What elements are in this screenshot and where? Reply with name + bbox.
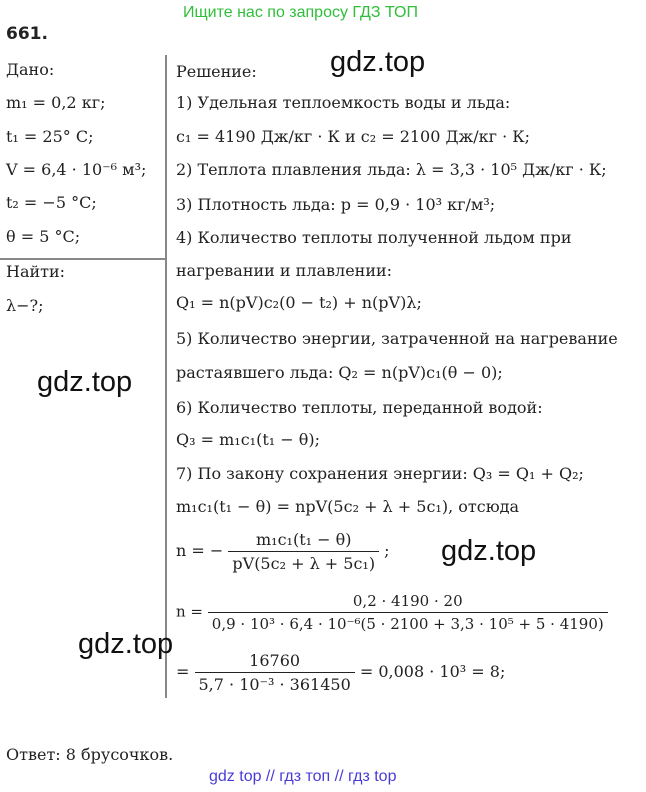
solution-line-10: 6) Количество теплоты, переданной водой:	[176, 398, 543, 417]
given-temp2: t₂ = −5 °C;	[6, 193, 97, 212]
watermark: gdz.top	[37, 366, 133, 398]
formula-n-fraction	[228, 530, 379, 573]
given-label: Дано:	[6, 60, 55, 79]
solution-line-1: 1) Удельная теплоемкость воды и льда:	[176, 93, 511, 112]
top-banner: Ищите нас по запросу ГДЗ ТОП	[183, 4, 418, 21]
solution-line-4: 3) Плотность льда: p = 0,9 · 10³ кг/м³;	[176, 195, 496, 214]
solution-line-11: Q₃ = m₁c₁(t₁ − θ);	[176, 430, 320, 449]
footer-links: gdz top // гдз топ // гдз top	[209, 768, 397, 785]
problem-number: 661.	[6, 24, 48, 44]
formula-calc-lhs: n =	[176, 602, 203, 621]
solution-line-8: 5) Количество энергии, затраченной на нагревание	[176, 329, 618, 348]
formula-result-fraction	[195, 651, 355, 694]
formula-n-lhs: n = −	[176, 541, 224, 560]
given-find-divider	[0, 258, 165, 260]
formula-calc-denominator: 0,9 · 10³ · 6,4 · 10⁻⁶(5 · 2100 + 3,3 · 10⁵ + 5 · 4190)	[208, 612, 608, 633]
formula-calc-numerator: 0,2 · 4190 · 20	[352, 592, 463, 610]
formula-result-denominator: 5,7 · 10⁻³ · 361450	[195, 672, 355, 694]
given-theta: θ = 5 °C;	[6, 227, 81, 246]
formula-n-denominator: pV(5c₂ + λ + 5c₁)	[228, 551, 379, 573]
given-mass: m₁ = 0,2 кг;	[6, 93, 106, 112]
watermark: gdz.top	[78, 628, 174, 660]
formula-result-lhs: =	[176, 662, 190, 681]
find-value: λ−?;	[6, 296, 44, 315]
formula-calc-fraction	[208, 592, 608, 633]
formula-n-numeric	[176, 592, 608, 633]
solution-label: Решение:	[176, 62, 257, 81]
solution-line-9: растаявшего льда: Q₂ = n(pV)c₁(θ − 0);	[176, 363, 503, 382]
given-temp1: t₁ = 25° C;	[6, 127, 94, 146]
formula-result-tail: = 0,008 · 10³ = 8;	[359, 662, 506, 681]
solution-line-7: Q₁ = n(pV)c₂(0 − t₂) + n(pV)λ;	[176, 293, 422, 312]
solution-line-6: нагревании и плавлении:	[176, 261, 393, 280]
solution-line-3: 2) Теплота плавления льда: λ = 3,3 · 10⁵ Дж/кг · К;	[176, 160, 607, 179]
solution-line-12: 7) По закону сохранения энергии: Q₃ = Q₁ + Q₂;	[176, 464, 584, 483]
answer: Ответ: 8 брусочков.	[6, 745, 174, 764]
formula-result-numerator: 16760	[249, 651, 301, 670]
formula-n-tail: ;	[384, 541, 390, 560]
watermark: gdz.top	[441, 535, 537, 567]
formula-result	[176, 651, 505, 694]
given-volume: V = 6,4 · 10⁻⁶ м³;	[6, 160, 147, 179]
column-divider	[165, 55, 167, 698]
solution-line-13: m₁c₁(t₁ − θ) = npV(5c₂ + λ + 5c₁), отсюда	[176, 497, 520, 516]
formula-n-symbolic	[176, 530, 390, 573]
watermark: gdz.top	[330, 46, 426, 78]
solution-line-5: 4) Количество теплоты полученной льдом при	[176, 228, 572, 247]
find-label: Найти:	[6, 262, 66, 281]
formula-n-numerator: m₁c₁(t₁ − θ)	[255, 530, 352, 549]
solution-line-2: c₁ = 4190 Дж/кг · К и c₂ = 2100 Дж/кг · К;	[176, 127, 531, 146]
